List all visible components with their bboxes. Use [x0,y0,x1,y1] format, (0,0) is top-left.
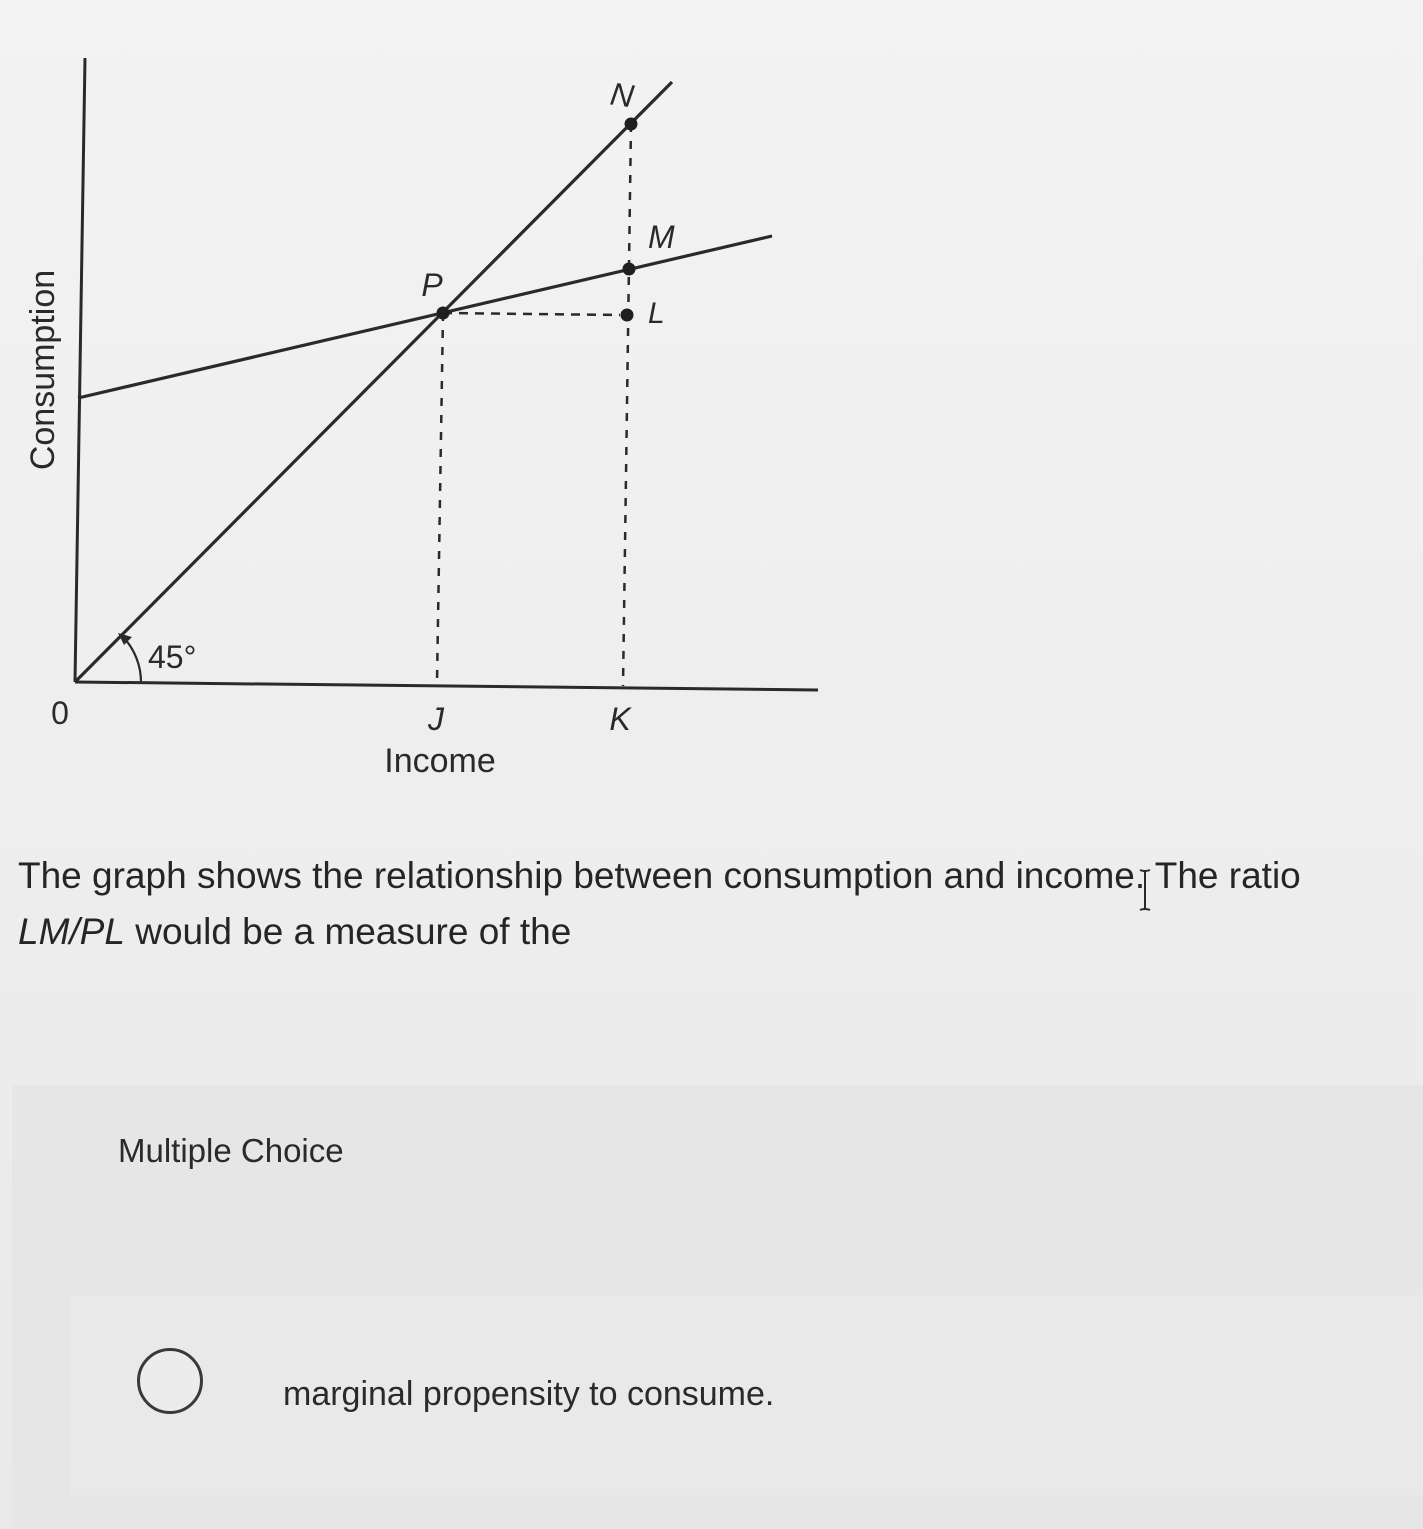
radio-button-icon[interactable] [137,1348,203,1414]
dashed-p-to-j [437,313,443,682]
label-n: N [608,75,637,115]
angle-arc [124,638,141,682]
label-k: K [609,701,631,737]
angle-label: 45° [148,639,197,675]
question-ratio: LM/PL [18,911,125,952]
point-p [437,307,450,320]
point-l [621,309,634,322]
x-axis-label: Income [384,742,496,780]
dashed-n-to-k [623,124,631,686]
forty-five-degree-line [75,82,672,682]
y-axis [75,58,85,682]
label-m: M [648,219,675,255]
label-j: J [428,701,444,737]
y-axis-label: Consumption [24,269,62,471]
question-text [18,848,1398,960]
label-p: P [421,267,443,303]
point-n [625,118,638,131]
point-m [623,263,636,276]
choice-option-1-label[interactable]: marginal propensity to consume. [283,1375,775,1413]
dashed-p-to-l [443,313,620,315]
x-axis [75,682,818,690]
multiple-choice-title: Multiple Choice [118,1132,344,1169]
question-text-after: would be a measure of the [124,911,572,952]
consumption-line [78,236,772,398]
consumption-income-graph [0,40,860,800]
angle-arc-arrowhead [118,633,132,645]
question-text-before: The graph shows the relationship between consumption and income. The ratio [18,855,1301,896]
origin-label: 0 [51,695,69,731]
text-cursor-icon [1138,868,1152,912]
label-l: L [648,297,665,330]
